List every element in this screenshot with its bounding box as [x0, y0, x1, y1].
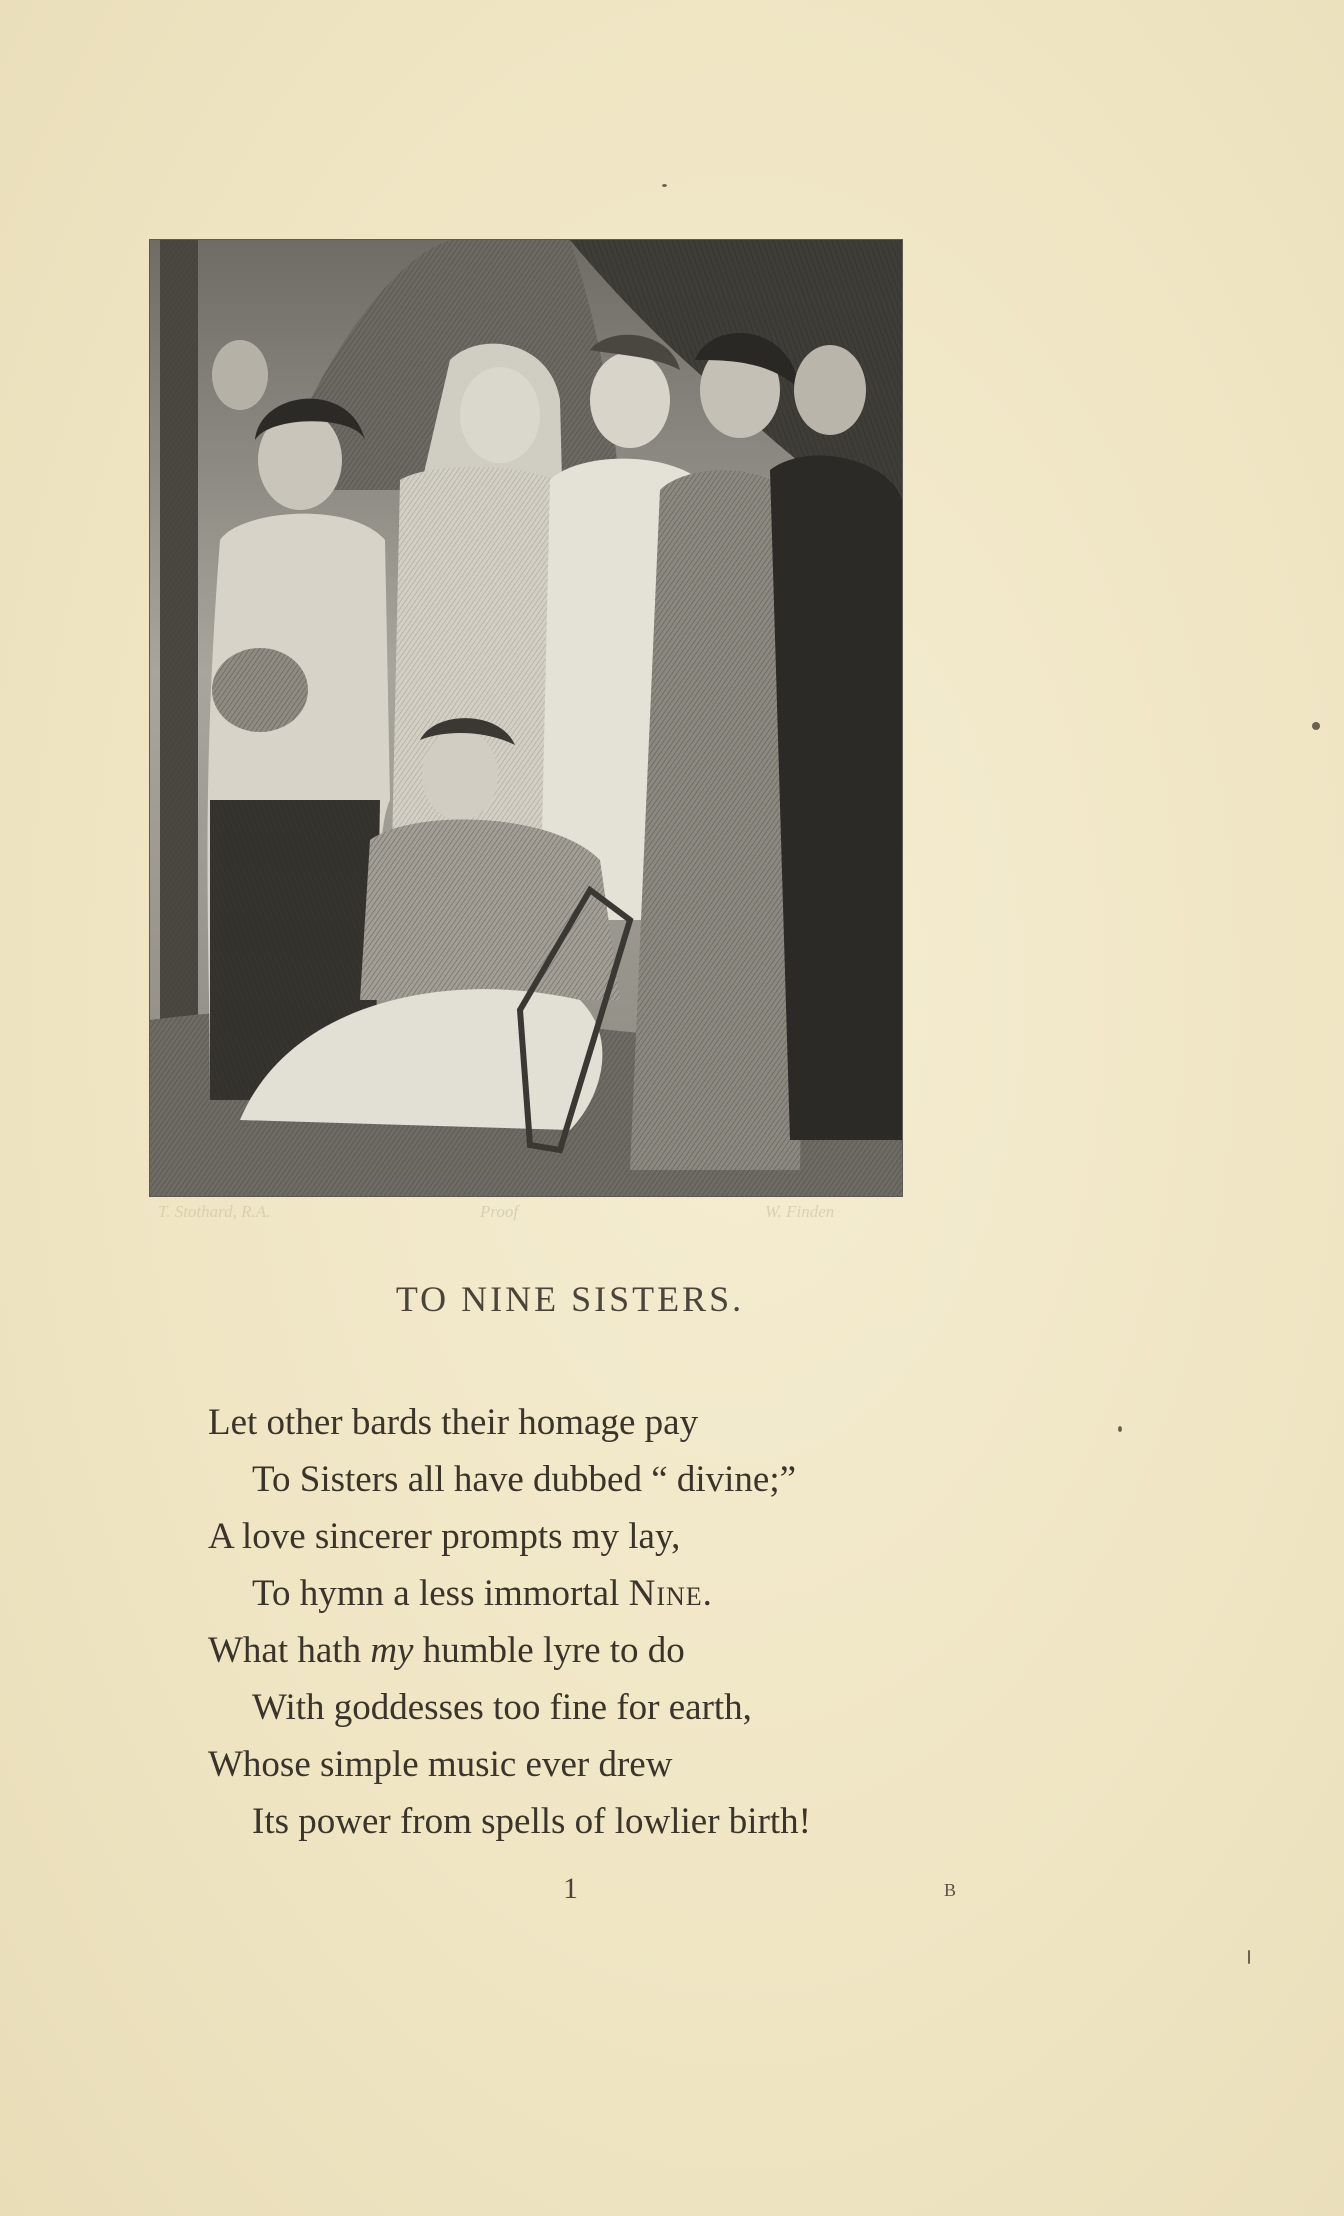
paper-speck	[662, 184, 667, 187]
poem-line: To hymn a less immortal Nine.	[252, 1573, 712, 1614]
engraving-illustration	[150, 240, 902, 1196]
poem-title: TO NINE SISTERS.	[395, 1279, 745, 1319]
poem-line: Its power from spells of lowlier birth!	[252, 1801, 811, 1842]
poem-line: A love sincerer prompts my lay,	[208, 1516, 681, 1557]
signature-mark: B	[944, 1880, 957, 1900]
engraving-proof-mark: Proof	[480, 1202, 519, 1221]
engraving-plate	[150, 240, 902, 1196]
poem-stanza	[208, 1394, 1008, 1850]
engraving-artist-credit: T. Stothard, R.A.	[158, 1202, 271, 1221]
paper-speck	[1312, 722, 1320, 730]
poem-line: Whose simple music ever drew	[208, 1744, 673, 1785]
engraving-engraver-credit: W. Finden	[765, 1202, 835, 1221]
plate-credits	[150, 1200, 902, 1226]
poem-line: What hath my humble lyre to do	[208, 1630, 685, 1671]
paper-speck	[1118, 1426, 1122, 1432]
poem-line: Let other bards their homage pay	[208, 1402, 699, 1443]
page-number: 1	[563, 1872, 578, 1905]
poem-line: To Sisters all have dubbed “ divine;”	[252, 1459, 797, 1500]
paper-speck	[1248, 1950, 1250, 1964]
poem-line: With goddesses too fine for earth,	[252, 1687, 752, 1728]
